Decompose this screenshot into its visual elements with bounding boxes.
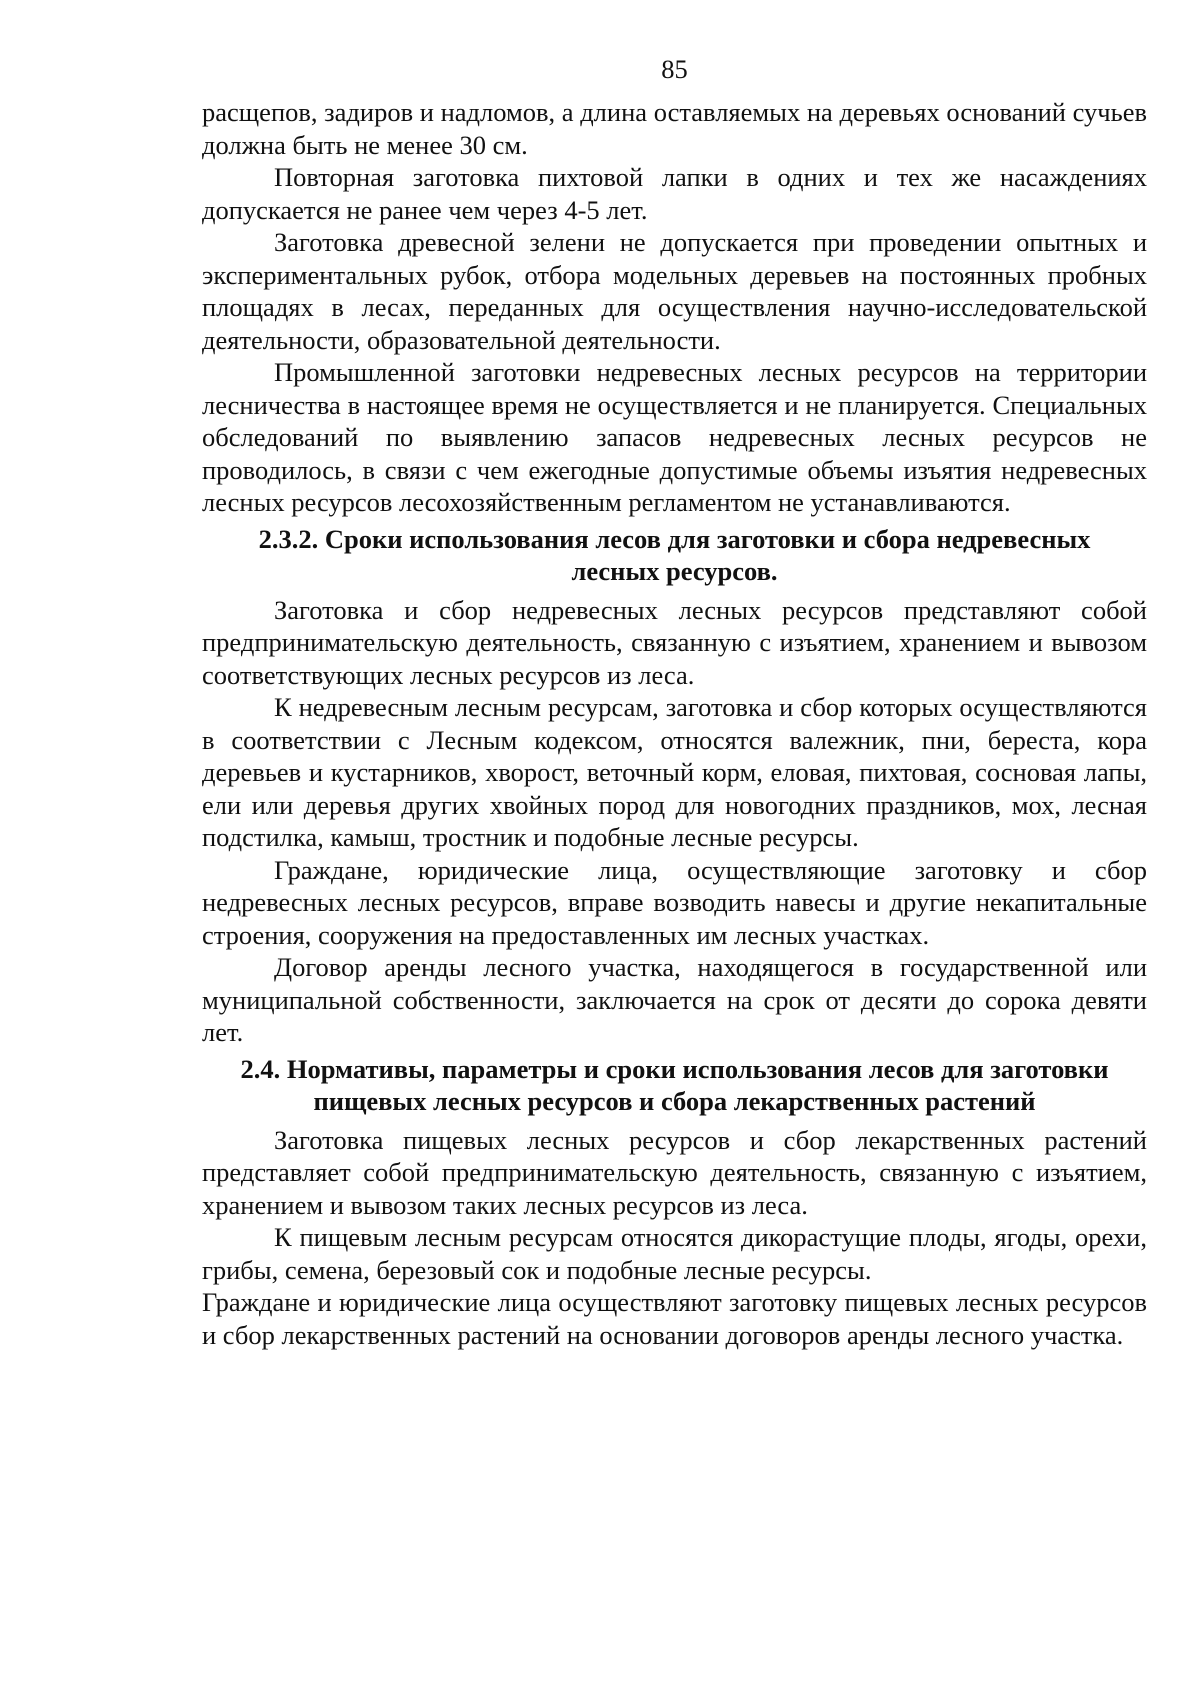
document-page	[202, 52, 1147, 1351]
paragraph: К пищевым лесным ресурсам относятся дикорастущие плоды, ягоды, орехи, грибы, семена, березовый сок и подобные лесные ресурсы.	[202, 1222, 1147, 1285]
paragraph: расщепов, задиров и надломов, а длина оставляемых на деревьях оснований сучьев должна быть не менее 30 см.	[202, 97, 1147, 160]
paragraph: К недревесным лесным ресурсам, заготовка и сбор которых осуществляются в соответствии с Лесным кодексом, относятся валежник, пни, береста, кора деревьев и кустарников, хворост, веточный корм, еловая, пихтовая, сосновая лапы, ели или деревья других хвойных пород для новогодних праздников, мох, лесная подстилка, камыш, тростник и подобные лесные ресурсы.	[202, 692, 1147, 852]
section-heading-line: 2.4. Нормативы, параметры и сроки использования лесов для заготовки	[240, 1053, 1109, 1084]
paragraph: Повторная заготовка пихтовой лапки в одних и тех же насаждениях допускается не ранее чем через 4-5 лет.	[202, 162, 1147, 225]
section-heading-line: пищевых лесных ресурсов и сбора лекарственных растений	[313, 1086, 1036, 1116]
section-heading-line: 2.3.2. Сроки использования лесов для заготовки и сбора недревесных	[258, 523, 1091, 554]
section-heading-line: лесных ресурсов.	[571, 556, 778, 586]
section-heading	[202, 523, 1147, 588]
paragraph: Заготовка и сбор недревесных лесных ресурсов представляют собой предпринимательскую деятельность, связанную с изъятием, хранением и вывозом соответствующих лесных ресурсов из леса.	[202, 594, 1147, 690]
page-number: 85	[661, 54, 688, 84]
document-body	[202, 96, 1147, 1351]
paragraph: Граждане и юридические лица осуществляют заготовку пищевых лесных ресурсов и сбор лекарственных растений на основании договоров аренды лесного участка.	[202, 1287, 1147, 1350]
paragraph: Договор аренды лесного участка, находящегося в государственной или муниципальной собственности, заключается на срок от десяти до сорока девяти лет.	[202, 952, 1147, 1047]
paragraph: Граждане, юридические лица, осуществляющие заготовку и сбор недревесных лесных ресурсов, вправе возводить навесы и другие некапитальные строения, сооружения на предоставленных им лесных участках.	[202, 854, 1147, 950]
paragraph: Промышленной заготовки недревесных лесных ресурсов на территории лесничества в настоящее время не осуществляется и не планируется. Специальных обследований по выявлению запасов недревесных лесных ресурсов не проводилось, в связи с чем ежегодные допустимые объемы изъятия недревесных лесных ресурсов лесохозяйственным регламентом не устанавливаются.	[202, 357, 1147, 517]
paragraph: Заготовка древесной зелени не допускается при проведении опытных и экспериментальных рубок, отбора модельных деревьев на постоянных пробных площадях в лесах, переданных для осуществления научно-исследовательской деятельности, образовательной деятельности.	[202, 227, 1147, 355]
section-heading	[202, 1053, 1147, 1118]
paragraph: Заготовка пищевых лесных ресурсов и сбор лекарственных растений представляет собой предпринимательскую деятельность, связанную с изъятием, хранением и вывозом таких лесных ресурсов из леса.	[202, 1124, 1147, 1220]
